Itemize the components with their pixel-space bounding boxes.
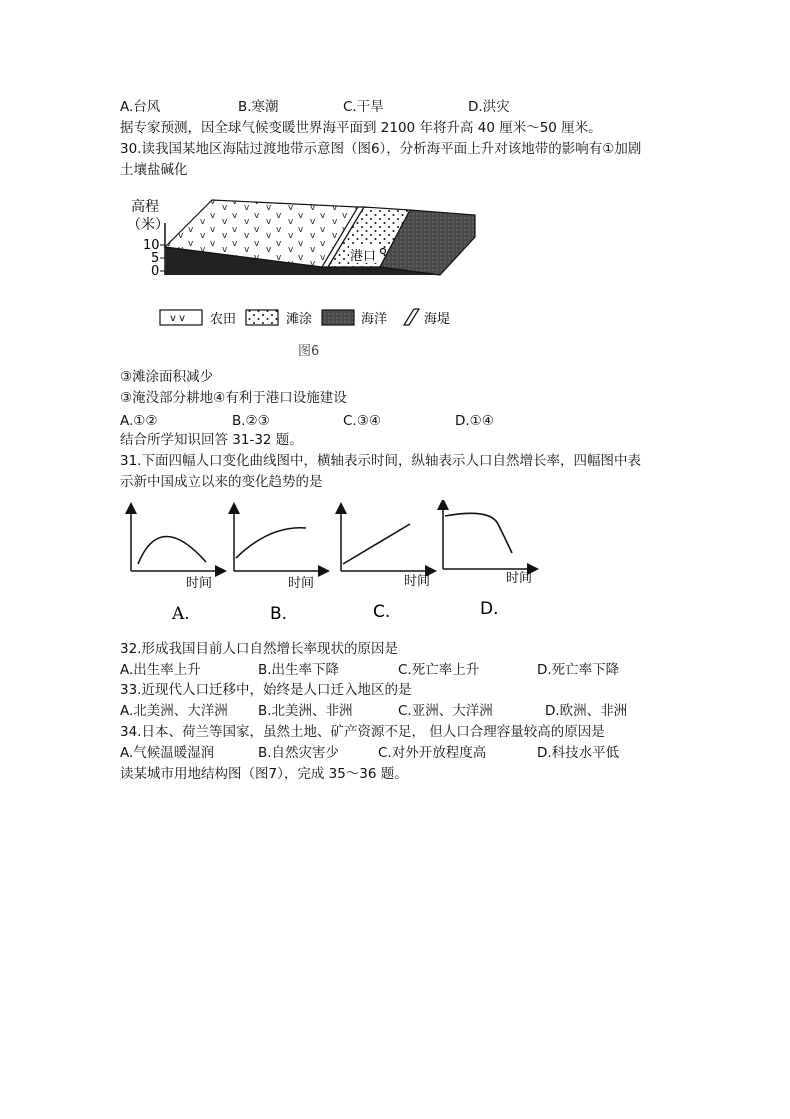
q34-stem: 34.日本、荷兰等国家，虽然土地、矿产资源不足， 但人口合理容量较高的原因是: [120, 724, 605, 740]
curve-b: [236, 528, 306, 558]
curve-d: [445, 513, 512, 553]
q31-panel-c: [341, 508, 431, 622]
q31-stem-line1: 31.下面四幅人口变化曲线图中，横轴表示时间，纵轴表示人口自然增长率，四幅图中表: [120, 453, 641, 469]
legend-dike: 海堤: [424, 312, 451, 327]
q33-option-b: B.北美洲、非洲: [258, 703, 353, 719]
x-label-d: 时间: [506, 571, 533, 586]
q30-option-d: D.①④: [455, 413, 494, 429]
q29-option-d: D.洪灾: [468, 99, 510, 115]
legend-tidal-flat: 滩涂: [286, 312, 313, 327]
q31-curve-panels: [0, 500, 790, 630]
q33-option-c: C.亚洲、大洋洲: [398, 703, 493, 719]
q30-stem-line2: 土壤盐碱化: [120, 162, 188, 178]
figure-6-legend: [160, 309, 450, 327]
y-tick-0: 0: [151, 264, 160, 279]
q34-option-b: B.自然灾害少: [258, 745, 340, 761]
q30-stem-line1: 30.读我国某地区海陆过渡地带示意图（图6），分析海平面上升对该地带的影响有①加剧: [120, 141, 642, 157]
q34-option-a: A.气候温暖湿润: [120, 745, 215, 761]
q32-stem: 32.形成我国目前人口自然增长率现状的原因是: [120, 641, 398, 657]
y-axis-label-2: （米）: [127, 217, 169, 233]
q32-option-c: C.死亡率上升: [398, 662, 480, 678]
legend-sea: 海洋: [361, 312, 388, 327]
x-label-a: 时间: [186, 576, 213, 591]
q33-option-a: A.北美洲、大洋洲: [120, 703, 228, 719]
y-tick-10: 10: [143, 238, 160, 253]
figure-6-caption: 图6: [298, 344, 320, 359]
q29-option-a: A.台风: [120, 99, 161, 115]
q33-option-d: D.欧洲、非洲: [545, 703, 628, 719]
curve-c: [343, 524, 410, 564]
legend-farmland: 农田: [210, 312, 237, 327]
y-tick-5: 5: [151, 251, 160, 266]
intro-35-text: 读某城市用地结构图（图7），完成 35～36 题。: [120, 766, 408, 782]
intro-31-text: 结合所学知识回答 31-32 题。: [120, 432, 303, 448]
y-axis-labels: [127, 198, 169, 279]
y-axis-label-1: 高程: [131, 199, 159, 215]
panel-label-b: B.: [270, 604, 288, 624]
q31-panel-a: [131, 508, 221, 624]
x-label-b: 时间: [288, 576, 315, 591]
panel-label-c: C.: [373, 602, 391, 622]
q31-panel-d: [443, 504, 533, 619]
q34-option-d: D.科技水平低: [537, 745, 620, 761]
curve-a: [138, 536, 206, 564]
q30-item3: ③滩涂面积减少: [120, 369, 214, 385]
q33-stem: 33.近现代人口迁移中，始终是人口迁入地区的是: [120, 682, 412, 698]
q29-option-c: C.干旱: [343, 99, 384, 115]
q29-option-b: B.寒潮: [238, 99, 279, 115]
q30-option-c: C.③④: [343, 413, 381, 429]
q31-panel-b: [234, 508, 324, 624]
q30-item3b: ③淹没部分耕地④有利于港口设施建设: [120, 390, 347, 406]
q32-option-b: B.出生率下降: [258, 662, 340, 678]
panel-label-d: D.: [480, 599, 499, 619]
q32-option-d: D.死亡率下降: [537, 662, 620, 678]
q30-option-a: A.①②: [120, 413, 158, 429]
q32-option-a: A.出生率上升: [120, 662, 201, 678]
panel-label-a: A.: [172, 604, 190, 624]
q31-stem-line2: 示新中国成立以来的变化趋势的是: [120, 474, 323, 490]
svg-text:v v: v v: [170, 313, 186, 324]
legend-dike-icon: [404, 309, 419, 325]
figure-6-coastal-diagram: [0, 185, 790, 385]
port-label: 港口: [350, 249, 377, 264]
q34-option-c: C.对外开放程度高: [378, 745, 487, 761]
x-label-c: 时间: [404, 574, 431, 589]
q30-option-b: B.②③: [232, 413, 270, 429]
intro-30-text: 据专家预测，因全球气候变暖世界海平面到 2100 年将升高 40 厘米～50 厘米。: [120, 120, 602, 136]
